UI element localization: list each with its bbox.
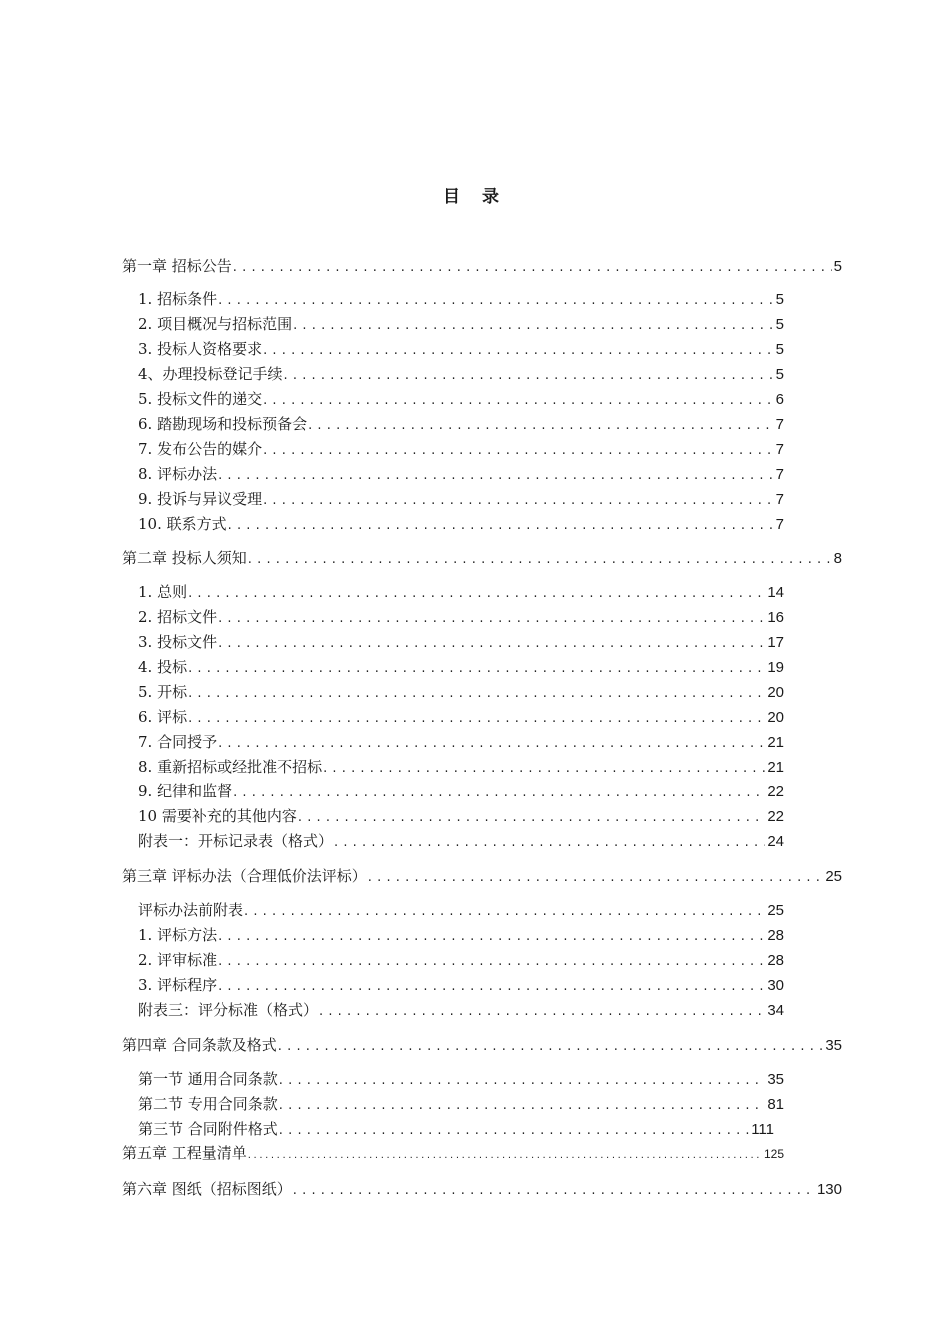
toc-page-number: 28 <box>767 952 784 969</box>
dot-leader <box>278 1035 824 1059</box>
toc-page-number: 25 <box>767 902 784 919</box>
toc-entry-label: 6. 踏勘现场和投标预备会 <box>138 415 308 433</box>
toc-entry-label: 第三章 评标办法（合理低价法评标） <box>122 867 367 885</box>
toc-page-number: 7 <box>775 466 784 483</box>
toc-page-number: 7 <box>775 441 784 458</box>
toc-entry-label: 7. 合同授予 <box>138 733 218 751</box>
toc-entry-label: 1. 总则 <box>138 583 188 601</box>
toc-page-number: 111 <box>751 1121 774 1138</box>
toc-section[interactable] <box>138 462 784 486</box>
toc-entry-label: 第一节 通用合同条款 <box>138 1070 278 1088</box>
toc-entry-label: 2. 评审标准 <box>138 951 218 969</box>
toc-page-number: 35 <box>767 1071 784 1088</box>
toc-page-number: 81 <box>767 1096 784 1113</box>
dot-leader <box>293 314 774 338</box>
toc-entry-label: 10 需要补充的其他内容 <box>138 807 297 825</box>
toc-chapter-1[interactable] <box>122 254 842 278</box>
dot-leader <box>188 582 765 606</box>
toc-entry-label: 3. 投标人资格要求 <box>138 340 263 358</box>
toc-page-number: 8 <box>833 550 842 567</box>
toc-section[interactable] <box>138 923 784 947</box>
toc-page-number: 130 <box>816 1181 842 1198</box>
toc-section[interactable] <box>138 1117 774 1141</box>
toc-entry-label: 8. 评标办法 <box>138 465 218 483</box>
toc-page-number: 34 <box>767 1002 784 1019</box>
toc-entry-label: 评标办法前附表 <box>138 901 244 919</box>
toc-entry-label: 3. 投标文件 <box>138 633 218 651</box>
toc-entry-label: 6. 评标 <box>138 708 188 726</box>
toc-entry-label: 1. 招标条件 <box>138 290 218 308</box>
toc-chapter-3[interactable] <box>122 864 842 888</box>
dot-leader <box>263 489 774 513</box>
toc-section[interactable] <box>138 804 784 828</box>
toc-section[interactable] <box>138 580 784 604</box>
toc-page-number: 5 <box>775 291 784 308</box>
toc-entry-label: 第四章 合同条款及格式 <box>122 1036 277 1054</box>
toc-entry-label: 1. 评标方法 <box>138 926 218 944</box>
dot-leader <box>188 657 765 681</box>
dot-leader <box>284 364 774 388</box>
dot-leader <box>233 256 832 280</box>
toc-page-number: 20 <box>767 684 784 701</box>
toc-entry-label: 2. 项目概况与招标范围 <box>138 315 293 333</box>
toc-section[interactable] <box>138 898 784 922</box>
toc-entry-label: 4. 投标 <box>138 658 188 676</box>
toc-section[interactable] <box>138 998 784 1022</box>
dot-leader <box>228 514 774 538</box>
toc-page-number: 5 <box>775 316 784 333</box>
toc-entry-label: 第三节 合同附件格式 <box>138 1120 278 1138</box>
toc-section[interactable] <box>138 1067 784 1091</box>
dot-leader <box>188 682 765 706</box>
dot-leader <box>319 1000 765 1024</box>
dot-leader <box>279 1094 766 1118</box>
toc-section[interactable] <box>138 387 784 411</box>
dot-leader <box>248 548 832 572</box>
dot-leader <box>293 1179 815 1203</box>
toc-entry-label: 第二节 专用合同条款 <box>138 1095 278 1113</box>
dot-leader <box>233 781 765 805</box>
toc-chapter-6[interactable] <box>122 1177 842 1201</box>
toc-page-number: 125 <box>763 1147 784 1161</box>
toc-section[interactable] <box>138 705 784 729</box>
toc-page-number: 24 <box>767 833 784 850</box>
toc-page-number: 5 <box>833 258 842 275</box>
toc-page-number: 25 <box>825 868 842 885</box>
toc-section[interactable] <box>138 829 784 853</box>
toc-page-number: 7 <box>775 516 784 533</box>
dot-leader <box>279 1119 749 1143</box>
toc-page-number: 17 <box>767 634 784 651</box>
toc-page-number: 20 <box>767 709 784 726</box>
toc-page-number: 21 <box>767 759 784 776</box>
toc-page-number: 5 <box>775 341 784 358</box>
toc-entry-label: 第二章 投标人须知 <box>122 549 247 567</box>
dot-leader <box>263 439 774 463</box>
toc-section[interactable] <box>138 680 784 704</box>
toc-page-number: 28 <box>767 927 784 944</box>
toc-section[interactable] <box>138 487 784 511</box>
dot-leader <box>244 900 765 924</box>
toc-title: 目 录 <box>443 187 507 207</box>
toc-section[interactable] <box>138 779 784 803</box>
dot-leader <box>218 632 765 656</box>
toc-page-number: 30 <box>767 977 784 994</box>
toc-page-number: 19 <box>767 659 784 676</box>
toc-page-number: 7 <box>775 491 784 508</box>
toc-section[interactable] <box>138 437 784 461</box>
toc-entry-label: 第六章 图纸（招标图纸） <box>122 1180 292 1198</box>
dot-leader <box>218 464 774 488</box>
toc-section[interactable] <box>138 630 784 654</box>
toc-chapter-5[interactable] <box>122 1141 784 1165</box>
dot-leader <box>218 289 774 313</box>
toc-page-number: 6 <box>775 391 784 408</box>
toc-section[interactable] <box>138 337 784 361</box>
toc-entry-label: 5. 投标文件的递交 <box>138 390 263 408</box>
dot-leader <box>263 339 774 363</box>
toc-entry-label: 8. 重新招标或经批准不招标 <box>138 758 323 776</box>
toc-page-number: 22 <box>767 783 784 800</box>
dot-leader <box>334 831 765 855</box>
toc-section[interactable] <box>138 655 784 679</box>
toc-page-number: 21 <box>767 734 784 751</box>
toc-page-number: 5 <box>775 366 784 383</box>
toc-entry-label: 第五章 工程量清单 <box>122 1144 247 1162</box>
toc-page-number: 22 <box>767 808 784 825</box>
toc-entry-label: 4、办理投标登记手续 <box>138 365 283 383</box>
toc-entry-label: 10. 联系方式 <box>138 515 227 533</box>
dot-leader <box>368 866 824 890</box>
toc-entry-label: 第一章 招标公告 <box>122 257 232 275</box>
dot-leader <box>218 950 765 974</box>
dot-leader <box>188 707 765 731</box>
dot-leader <box>279 1069 766 1093</box>
toc-entry-label: 7. 发布公告的媒介 <box>138 440 263 458</box>
toc-entry-label: 9. 投诉与异议受理 <box>138 490 263 508</box>
toc-section[interactable] <box>138 362 784 386</box>
toc-section[interactable] <box>138 312 784 336</box>
toc-section[interactable] <box>138 287 784 311</box>
dot-leader <box>298 806 765 830</box>
toc-section[interactable] <box>138 973 784 997</box>
toc-entry-label: 附表一：开标记录表（格式） <box>138 832 334 850</box>
toc-entry-label: 5. 开标 <box>138 683 188 701</box>
dot-leader <box>218 732 765 756</box>
dot-leader <box>218 925 765 949</box>
dot-leader <box>248 1144 762 1168</box>
toc-page-number: 14 <box>767 584 784 601</box>
toc-entry-label: 2. 招标文件 <box>138 608 218 626</box>
toc-entry-label: 附表三：评分标准（格式） <box>138 1001 319 1019</box>
toc-section[interactable] <box>138 1092 784 1116</box>
dot-leader <box>323 757 765 781</box>
dot-leader <box>218 975 765 999</box>
dot-leader <box>308 414 774 438</box>
toc-page-number: 35 <box>825 1037 842 1054</box>
toc-section[interactable] <box>138 512 784 536</box>
toc-entry-label: 9. 纪律和监督 <box>138 782 233 800</box>
dot-leader <box>263 389 774 413</box>
toc-page-number: 16 <box>767 609 784 626</box>
toc-section[interactable] <box>138 412 784 436</box>
toc-page-number: 7 <box>775 416 784 433</box>
toc-section[interactable] <box>138 755 784 779</box>
toc-section[interactable] <box>138 948 784 972</box>
dot-leader <box>218 607 765 631</box>
toc-section[interactable] <box>138 605 784 629</box>
toc-section[interactable] <box>138 730 784 754</box>
toc-entry-label: 3. 评标程序 <box>138 976 218 994</box>
toc-chapter-4[interactable] <box>122 1033 842 1057</box>
toc-chapter-2[interactable] <box>122 546 842 570</box>
